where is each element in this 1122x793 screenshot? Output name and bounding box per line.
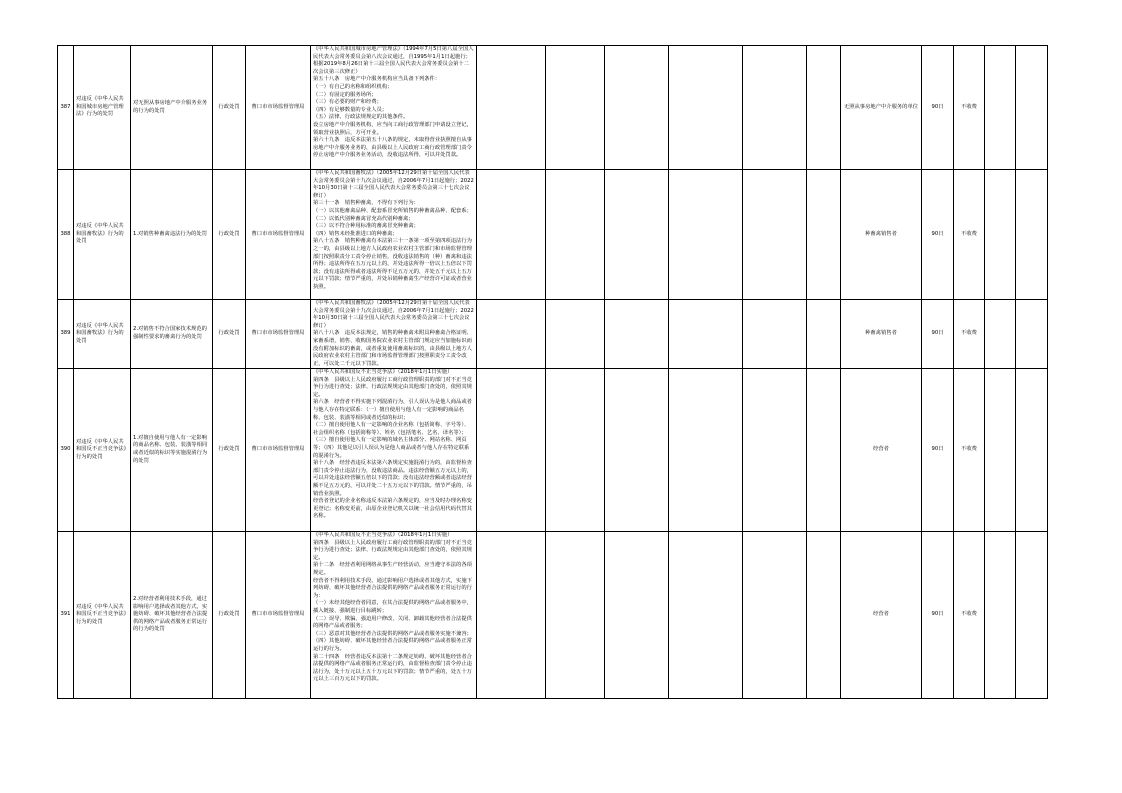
legal-basis-paragraph: 第十八条 经营者违反本法第六条规定实施混淆行为的，由监督检查部门责令停止违法行为，没收违法商品。违法经营额五万元以上的，可以并处违法经营额五倍以下的罚款；没有违法经营额或者违法经营额不足五万元的，可以并处二十五万元以下的罚款。情节严重的，吊销营业执照。	[313, 460, 472, 497]
legal-basis-text	[313, 532, 474, 698]
empty-cell	[807, 170, 841, 300]
legal-basis-cell	[311, 532, 477, 699]
deadline-cell: 90日	[922, 532, 954, 699]
legal-basis-paragraph: （四）其他妨碍、破坏其他经营者合法提供的网络产品或者服务正常运行的行为。	[313, 638, 472, 652]
item-name-cell: 对违反《中华人民共和国反不正当竞争法》行为的处罚	[74, 369, 131, 532]
legal-basis-paragraph: 第八十八条 违反本法规定，销售的种畜禽未附具种畜禽合格证明、家畜系谱，销售、收购国务院农业农村主管部门规定应当加施标识而没有附加标识的畜禽，或者重复使用畜禽标识的，由县级以上地方人民政府农业农村主管部门和市场监督管理部门按照职责分工责令改正，可以处二千元以下罚款。	[313, 330, 472, 367]
row-number-cell: 387	[58, 46, 74, 170]
empty-cell	[546, 532, 605, 699]
empty-cell	[1016, 170, 1048, 300]
target-object-cell: 经营者	[841, 369, 922, 532]
empty-cell	[985, 532, 1016, 699]
empty-cell	[477, 369, 546, 532]
empty-cell	[605, 170, 669, 300]
table-row	[58, 46, 1074, 170]
item-name-cell: 对违反《中华人民共和国反不正当竞争法》行为的处罚	[74, 532, 131, 699]
table-body	[58, 46, 1074, 699]
empty-cell	[1016, 300, 1048, 369]
empty-cell	[1016, 532, 1048, 699]
empty-cell	[985, 170, 1016, 300]
empty-cell	[669, 46, 743, 170]
row-number-cell: 389	[58, 300, 74, 369]
legal-basis-text	[313, 46, 474, 169]
empty-cell	[546, 369, 605, 532]
empty-cell	[477, 170, 546, 300]
legal-basis-paragraph: 《中华人民共和国城市房地产管理法》（1994年7月5日第八届全国人民代表大会常务委员会第八次会议通过，自1995年1月1日起施行；根据2019年8月26日第十三届全国人民代表大会常务委员会第十二次会议第三次修正）	[313, 46, 474, 75]
legal-basis-paragraph: 第六条 经营者不得实施下列混淆行为，引人误认为是他人商品或者与他人存在特定联系：（一）擅自使用与他人有一定影响的商品名称、包装、装潢等相同或者近似的标识；	[313, 399, 472, 421]
legal-basis-paragraph: （二）以低代别种畜禽冒充高代别种畜禽；	[313, 215, 414, 222]
empty-cell	[985, 46, 1016, 170]
legal-basis-paragraph: 第四条 县级以上人民政府履行工商行政管理职责的部门对不正当竞争行为进行查处；法律、行政法规规定由其他部门查处的，依照其规定。	[313, 539, 472, 561]
legal-basis-paragraph: 第六十九条 违反本法第五十八条的规定，未取得营业执照擅自从事房地产中介服务业务的，由县级以上人民政府工商行政管理部门责令停止房地产中介服务业务活动，没收违法所得，可以并处罚款。	[313, 137, 472, 159]
row-number-cell: 388	[58, 170, 74, 300]
table-row	[58, 532, 1074, 699]
empty-cell	[743, 170, 807, 300]
agency-cell: 曹口市市场监督管理局	[246, 369, 311, 532]
empty-cell	[605, 46, 669, 170]
deadline-cell: 90日	[922, 369, 954, 532]
empty-cell	[669, 300, 743, 369]
empty-cell	[605, 300, 669, 369]
empty-cell	[546, 46, 605, 170]
empty-cell	[605, 532, 669, 699]
agency-cell: 曹口市市场监督管理局	[246, 170, 311, 300]
authority-type-cell: 行政处罚	[213, 300, 246, 369]
empty-cell	[807, 46, 841, 170]
legal-basis-cell	[311, 369, 477, 532]
legal-basis-text	[313, 170, 474, 299]
fee-cell: 不收费	[954, 170, 985, 300]
legal-basis-paragraph: （一）以其他畜禽品种、配套系冒充所销售的种畜禽品种、配套系；	[313, 207, 472, 214]
authority-type-cell: 行政处罚	[213, 532, 246, 699]
agency-cell: 曹口市市场监督管理局	[246, 532, 311, 699]
legal-basis-paragraph: 第三十一条 销售种畜禽，不得有下列行为：	[313, 200, 419, 207]
row-number-cell: 390	[58, 369, 74, 532]
legal-basis-paragraph: 《中华人民共和国畜牧法》（2005年12月29日第十届全国人民代表大会常务委员会第十九次会议通过，自2006年7月1日起施行；2022年10月30日第十三届全国人民代表大会常务委员会第三十七次会议修订）	[313, 170, 474, 199]
empty-cell	[743, 369, 807, 532]
empty-cell	[669, 532, 743, 699]
empty-cell	[807, 532, 841, 699]
fee-cell: 不收费	[954, 532, 985, 699]
table-row	[58, 300, 1074, 369]
legal-basis-paragraph: 第四条 县级以上人民政府履行工商行政管理职责的部门对不正当竞争行为进行查处；法律、行政法规规定由其他部门查处的，依照其规定。	[313, 376, 472, 398]
legal-basis-paragraph: 第五十八条 房地产中介服务机构应当具备下列条件：	[313, 76, 441, 83]
legal-basis-text	[313, 300, 474, 368]
legal-basis-paragraph: 经营者登记的企业名称违反本法第六条规定的，应当及时办理名称变更登记；名称变更前，由原企业登记机关以统一社会信用代码代替其名称。	[313, 498, 472, 520]
item-name-cell: 对违反《中华人民共和国畜牧法》行为的处罚	[74, 170, 131, 300]
sub-item-cell: 2.对经营者利用技术手段，通过影响用户选择或者其他方式，实施妨碍、破坏其他经营者合法提供的网络产品或者服务正常运行的行为的处罚	[131, 532, 213, 699]
empty-cell	[985, 300, 1016, 369]
empty-cell	[1016, 46, 1048, 170]
deadline-cell: 90日	[922, 170, 954, 300]
legal-basis-paragraph: （五）法律、行政法规规定的其他条件。	[313, 114, 409, 121]
item-name-cell: 对违反《中华人民共和国畜牧法》行为的处罚	[74, 300, 131, 369]
target-object-cell: 种畜禽销售者	[841, 300, 922, 369]
sub-item-cell: 2.对销售不符合国家技术规范的强制性要求的畜禽行为的处罚	[131, 300, 213, 369]
legal-basis-paragraph: 设立房地产中介服务机构，应当向工商行政管理部门申请设立登记，领取营业执照后，方可开业。	[313, 121, 472, 136]
legal-basis-cell	[311, 170, 477, 300]
empty-cell	[807, 300, 841, 369]
legal-basis-paragraph: （二）擅自使用他人有一定影响的企业名称（包括简称、字号等）、社会组织名称（包括简称等）、姓名（包括笔名、艺名、译名等）；（三）擅自使用他人有一定影响的域名主体部分、网站名称、网页等；（四）其他足以引人误认为是他人商品或者与他人存在特定联系的混淆行为。	[313, 422, 470, 459]
legal-basis-paragraph: （三）以不符合种用标准的畜禽冒充种畜禽；	[313, 223, 419, 230]
empty-cell	[477, 300, 546, 369]
empty-cell	[546, 170, 605, 300]
empty-cell	[743, 532, 807, 699]
authority-type-cell: 行政处罚	[213, 369, 246, 532]
authority-type-cell: 行政处罚	[213, 46, 246, 170]
legal-basis-paragraph: （一）有自己的名称和组织机构；	[313, 83, 393, 90]
legal-basis-paragraph: 《中华人民共和国反不正当竞争法》（2018年1月1日实施）	[313, 369, 453, 375]
sub-item-cell: 1.对擅自使用与他人有一定影响的商品名称、包装、装潢等相同或者近似的标识等实施混淆行为的处罚	[131, 369, 213, 532]
empty-cell	[743, 300, 807, 369]
legal-basis-paragraph: （二）误导、欺骗、强迫用户修改、关闭、卸载其他经营者合法提供的网络产品或者服务；	[313, 615, 472, 630]
authority-type-cell: 行政处罚	[213, 170, 246, 300]
agency-cell: 曹口市市场监督管理局	[246, 300, 311, 369]
empty-cell	[477, 46, 546, 170]
sub-item-cell: 对无照从事房地产中介服务业务的行为的处罚	[131, 46, 213, 170]
table-row	[58, 170, 1074, 300]
legal-basis-paragraph: 《中华人民共和国畜牧法》（2005年12月29日第十届全国人民代表大会常务委员会第十九次会议通过，自2006年7月1日起施行；2022年10月30日第十三届全国人民代表大会常务委员会第三十七次会议修订）	[313, 300, 474, 329]
empty-cell	[669, 170, 743, 300]
legal-basis-paragraph: 第二十四条 经营者违反本法第十二条规定妨碍、破坏其他经营者合法提供的网络产品或者服务正常运行的，由监督检查部门责令停止违法行为，处十万元以上五十万元以下的罚款；情节严重的，处五十万元以上三百万元以下的罚款。	[313, 653, 472, 683]
fee-cell: 不收费	[954, 300, 985, 369]
legal-basis-paragraph: 第八十五条 销售种畜禽有本法第三十一条第一项至第四项违法行为之一的，由县级以上地方人民政府农业农村主管部门和市场监督管理部门按照职责分工责令停止销售，没收违法销售的（种）畜禽和违法所得；违法所得在五万元以上的，并处违法所得一倍以上五倍以下罚款；没有违法所得或者违法所得不足五万元的，并处五千元以上五万元以下罚款；情节严重的，并处吊销种畜禽生产经营许可证或者营业执照。	[313, 238, 472, 290]
legal-basis-text	[313, 369, 474, 531]
target-object-cell: 无照从事房地产中介服务的单位	[841, 46, 922, 170]
empty-cell	[807, 369, 841, 532]
legal-basis-paragraph: 经营者不得利用技术手段，通过影响用户选择或者其他方式，实施下列妨碍、破坏其他经营者合法提供的网络产品或者服务正常运行的行为：	[313, 577, 472, 599]
legal-basis-paragraph: （一）未经其他经营者同意，在其合法提供的网络产品或者服务中，插入链接、强制进行目标跳转；	[313, 600, 472, 614]
empty-cell	[743, 46, 807, 170]
empty-cell	[1016, 369, 1048, 532]
empty-cell	[669, 369, 743, 532]
table-row	[58, 369, 1074, 532]
legal-basis-paragraph: （二）有固定的服务场所；	[313, 91, 377, 98]
legal-basis-paragraph: （四）有足够数量的专业人员；	[313, 106, 388, 113]
empty-cell	[477, 532, 546, 699]
legal-basis-paragraph: （四）销售未经批准进口的种畜禽；	[313, 230, 398, 237]
authority-list-table	[57, 45, 1074, 699]
legal-basis-paragraph: 第十二条 经营者利用网络从事生产经营活动，应当遵守本法的各项规定。	[313, 562, 472, 576]
legal-basis-paragraph: （三）有必要的财产和经费；	[313, 99, 382, 106]
legal-basis-cell	[311, 300, 477, 369]
target-object-cell: 种畜禽销售者	[841, 170, 922, 300]
sub-item-cell: 1.对销售种畜禽违法行为的处罚	[131, 170, 213, 300]
agency-cell: 曹口市市场监督管理局	[246, 46, 311, 170]
row-number-cell: 391	[58, 532, 74, 699]
fee-cell: 不收费	[954, 369, 985, 532]
legal-basis-paragraph: （三）恶意对其他经营者合法提供的网络产品或者服务实施不兼容；	[313, 630, 472, 637]
empty-cell	[546, 300, 605, 369]
empty-cell	[985, 369, 1016, 532]
legal-basis-cell	[311, 46, 477, 170]
deadline-cell: 90日	[922, 46, 954, 170]
target-object-cell: 经营者	[841, 532, 922, 699]
empty-cell	[605, 369, 669, 532]
fee-cell: 不收费	[954, 46, 985, 170]
legal-basis-paragraph: 《中华人民共和国反不正当竞争法》（2018年1月1日实施）	[313, 532, 453, 538]
item-name-cell: 对违反《中华人民共和国城市房地产管理法》行为的处罚	[74, 46, 131, 170]
deadline-cell: 90日	[922, 300, 954, 369]
